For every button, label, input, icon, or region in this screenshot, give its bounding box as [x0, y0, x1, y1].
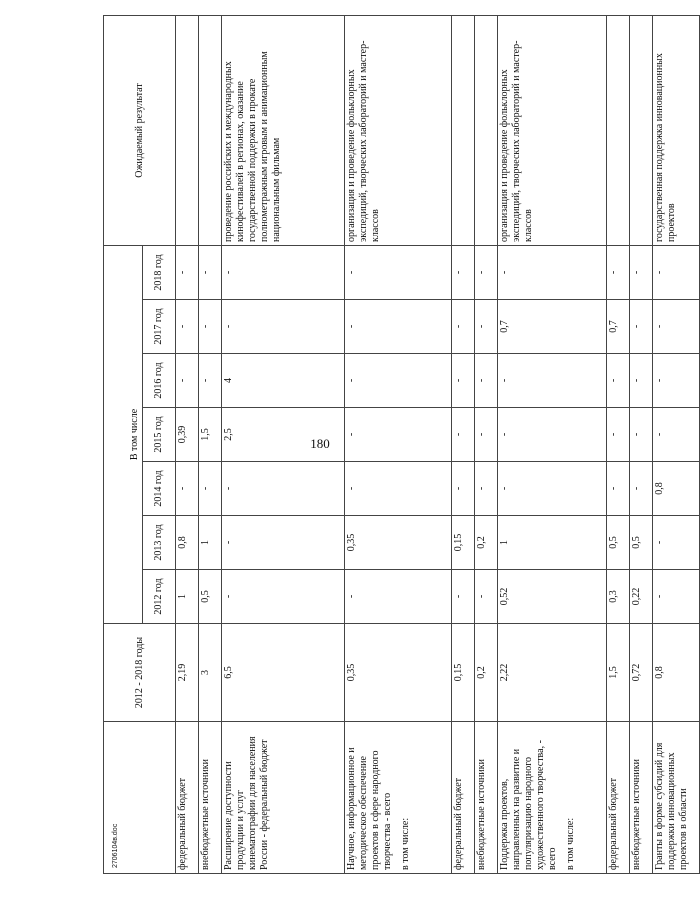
table-row	[345, 16, 452, 874]
table-row	[475, 16, 498, 874]
row-name-cell	[345, 722, 452, 874]
row-value: -	[345, 462, 452, 516]
row-value: -	[475, 300, 498, 354]
row-value: -	[653, 408, 700, 462]
row-value: 1	[199, 516, 222, 570]
table-row	[653, 16, 700, 874]
row-value: -	[607, 462, 630, 516]
row-result: организация и проведение фольклорных экспедиций, творческих лабораторий и мастер-классов	[345, 16, 452, 246]
table-row	[222, 16, 345, 874]
header-spacer	[104, 246, 129, 624]
row-value: -	[630, 246, 653, 300]
row-value: -	[653, 300, 700, 354]
row-value: 1,5	[199, 408, 222, 462]
row-value: -	[452, 300, 475, 354]
row-value: 0,8	[176, 516, 199, 570]
table-row	[176, 16, 199, 874]
row-name: Расширение доступности продукции и услуг кинематографии для населения России - федеральный бюджет	[222, 722, 345, 874]
row-value: -	[222, 300, 345, 354]
row-value: -	[345, 300, 452, 354]
row-value: 0,8	[653, 462, 700, 516]
row-value: 0,35	[345, 516, 452, 570]
row-value: -	[607, 408, 630, 462]
table-header	[104, 16, 176, 874]
row-total: 6,5	[222, 624, 345, 722]
program-funding-table	[103, 15, 700, 874]
row-value: -	[199, 462, 222, 516]
row-value: -	[452, 570, 475, 624]
row-total: 0,2	[475, 624, 498, 722]
row-value: 0,5	[630, 516, 653, 570]
row-value: 1	[176, 570, 199, 624]
row-value: -	[345, 570, 452, 624]
row-value: 0,39	[176, 408, 199, 462]
row-value: -	[176, 246, 199, 300]
row-value: -	[176, 354, 199, 408]
page-number: 180	[310, 436, 330, 451]
row-value: -	[345, 408, 452, 462]
row-value: -	[199, 246, 222, 300]
row-value: 0,5	[199, 570, 222, 624]
row-subnote: в том числе:	[565, 817, 576, 870]
row-value: -	[607, 246, 630, 300]
row-total: 1,5	[607, 624, 630, 722]
table-row	[607, 16, 630, 874]
header-total: 2012 - 2018 годы	[104, 624, 176, 722]
row-value: 0,52	[498, 570, 607, 624]
row-result	[475, 16, 498, 246]
row-value: 1	[498, 516, 607, 570]
row-value: -	[222, 246, 345, 300]
row-value: -	[345, 246, 452, 300]
row-value: -	[498, 354, 607, 408]
row-value: -	[222, 462, 345, 516]
row-value: 0,7	[498, 300, 607, 354]
row-value: -	[630, 354, 653, 408]
table-row	[452, 16, 475, 874]
row-total: 2,22	[498, 624, 607, 722]
row-total: 0,8	[653, 624, 700, 722]
row-result: проведение российских и международных кинофестивалей в регионах, оказание государственной поддержки в прокате полнометражным игровым и анимационным национальным фильмам	[222, 16, 345, 246]
header-year: 2014 год	[143, 462, 176, 516]
header-year: 2015 год	[143, 408, 176, 462]
row-value: -	[199, 354, 222, 408]
row-total: 0,72	[630, 624, 653, 722]
row-value: -	[653, 516, 700, 570]
row-name: федеральный бюджет	[452, 722, 475, 874]
row-value: -	[653, 246, 700, 300]
row-value: -	[498, 246, 607, 300]
row-value: 2,5	[222, 408, 345, 462]
row-value: -	[475, 462, 498, 516]
row-result: организация и проведение фольклорных экспедиций, творческих лабораторий и мастер-классов	[498, 16, 607, 246]
row-total: 0,15	[452, 624, 475, 722]
row-value: 0,3	[607, 570, 630, 624]
header-in-that-number: В том числе	[128, 246, 143, 624]
row-value: 0,22	[630, 570, 653, 624]
row-value: -	[607, 354, 630, 408]
row-result	[176, 16, 199, 246]
row-result	[452, 16, 475, 246]
row-total: 2,19	[176, 624, 199, 722]
row-value: -	[222, 516, 345, 570]
row-name: федеральный бюджет	[607, 722, 630, 874]
rotated-table-container	[103, 16, 689, 874]
header-year: 2017 год	[143, 300, 176, 354]
row-subnote: в том числе:	[400, 817, 411, 870]
row-value: -	[475, 246, 498, 300]
row-total: 0,35	[345, 624, 452, 722]
row-value: -	[498, 462, 607, 516]
row-value: -	[222, 570, 345, 624]
row-value: -	[630, 408, 653, 462]
row-value: -	[452, 462, 475, 516]
row-value: -	[475, 354, 498, 408]
row-total: 3	[199, 624, 222, 722]
header-year: 2013 год	[143, 516, 176, 570]
row-result	[199, 16, 222, 246]
row-name: Поддержка проектов, направленных на развитие и популяризацию народного художественного творчества, - всего	[499, 740, 558, 870]
row-value: -	[653, 354, 700, 408]
file-code: 2706104в.doc	[112, 823, 119, 868]
row-value: -	[653, 570, 700, 624]
table-row	[199, 16, 222, 874]
row-result	[630, 16, 653, 246]
header-year: 2016 год	[143, 354, 176, 408]
header-year: 2018 год	[143, 246, 176, 300]
row-value: -	[452, 246, 475, 300]
row-value: -	[630, 462, 653, 516]
row-value: 0,7	[607, 300, 630, 354]
row-name: Гранты в форме субсидий для поддержки инновационных проектов в области	[653, 722, 700, 874]
row-result	[607, 16, 630, 246]
row-value: -	[498, 408, 607, 462]
row-value: -	[452, 408, 475, 462]
row-value: -	[176, 300, 199, 354]
row-name: внебюджетные источники	[630, 722, 653, 874]
table-row	[498, 16, 607, 874]
row-value: -	[630, 300, 653, 354]
row-result: государственная поддержка инновационных проектов	[653, 16, 700, 246]
table-row	[630, 16, 653, 874]
row-value: 0,5	[607, 516, 630, 570]
row-value: -	[199, 300, 222, 354]
row-name: внебюджетные источники	[475, 722, 498, 874]
header-year: 2012 год	[143, 570, 176, 624]
row-value: -	[176, 462, 199, 516]
row-name: Научное, информационное и методическое обеспечение проектов в сфере народного творчества - всего	[346, 747, 393, 870]
header-result: Ожидаемый результат	[104, 16, 176, 246]
row-value: -	[475, 570, 498, 624]
row-value: 0,15	[452, 516, 475, 570]
row-value: -	[475, 408, 498, 462]
row-name: федеральный бюджет	[176, 722, 199, 874]
row-value: -	[345, 354, 452, 408]
row-value: 4	[222, 354, 345, 408]
row-value: -	[452, 354, 475, 408]
row-name: внебюджетные источники	[199, 722, 222, 874]
row-value: 0,2	[475, 516, 498, 570]
row-name-cell	[498, 722, 607, 874]
